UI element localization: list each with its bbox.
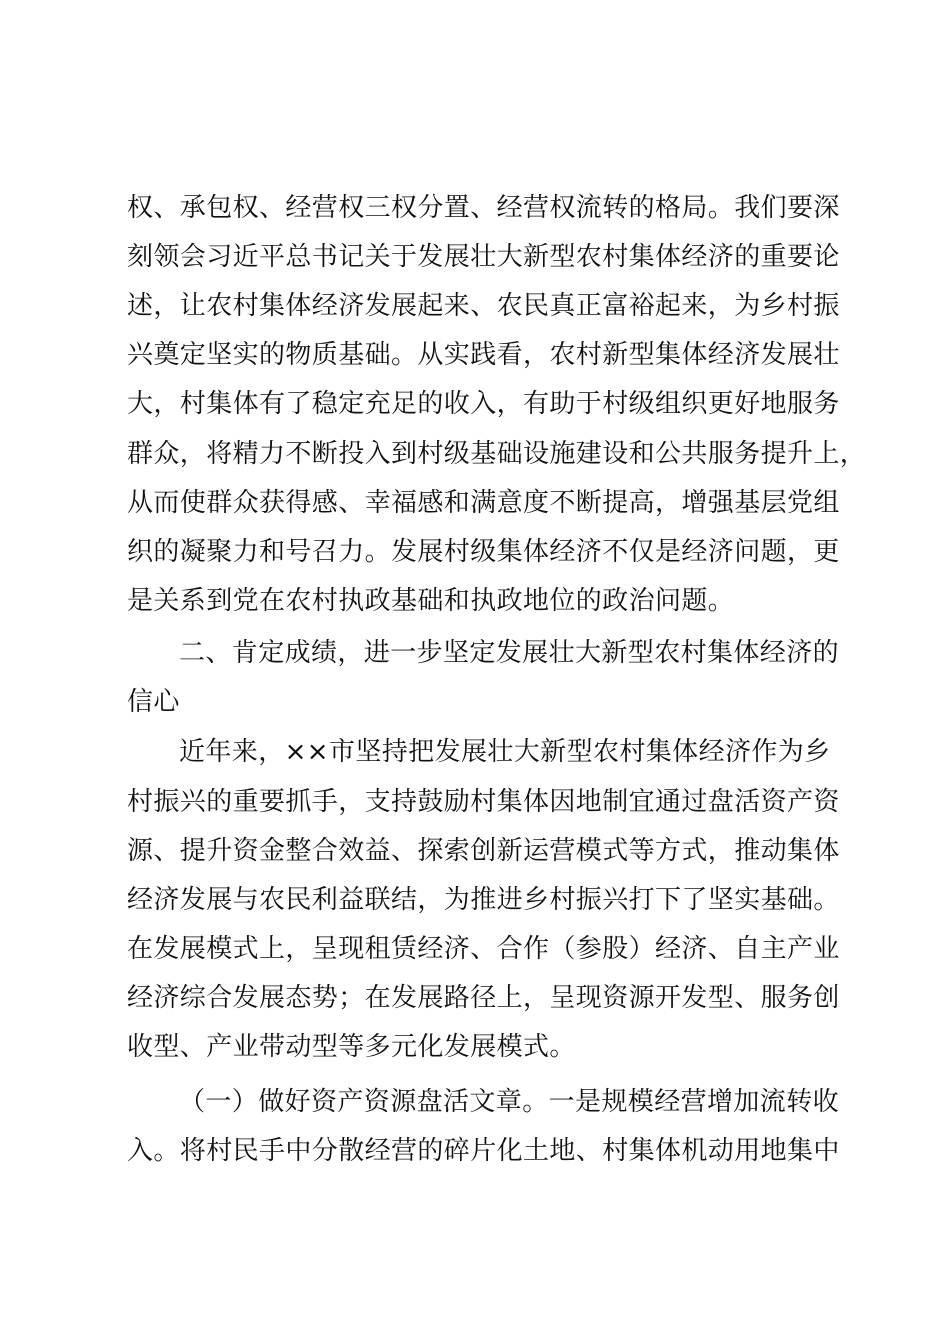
text-line: 村振兴的重要抓手，支持鼓励村集体因地制宜通过盘活资产资 xyxy=(127,787,840,817)
subsection-line: （一）做好资产资源盘活文章。一是规模经营增加流转收 xyxy=(179,1087,840,1117)
text-line: 权、承包权、经营权三权分置、经营权流转的格局。我们要深 xyxy=(127,193,840,223)
section-heading-continued: 信心 xyxy=(127,687,180,717)
text-line: 经济发展与农民利益联结，为推进乡村振兴打下了坚实基础。 xyxy=(127,885,840,915)
text-line: 从而使群众获得感、幸福感和满意度不断提高，增强基层党组 xyxy=(127,488,840,518)
text-line: 大，村集体有了稳定充足的收入，有助于村级组织更好地服务 xyxy=(127,389,840,419)
text-line: 是关系到党在农村执政基础和执政地位的政治问题。 xyxy=(127,586,735,616)
text-line: 刻领会习近平总书记关于发展壮大新型农村集体经济的重要论 xyxy=(127,242,840,272)
text-line: 述，让农村集体经济发展起来、农民真正富裕起来，为乡村振 xyxy=(127,291,840,321)
text-line: 源、提升资金整合效益、探索创新运营模式等方式，推动集体 xyxy=(127,836,840,866)
text-line: 织的凝聚力和号召力。发展村级集体经济不仅是经济问题，更 xyxy=(127,537,840,567)
text-line: 兴奠定坚实的物质基础。从实践看，农村新型集体经济发展壮 xyxy=(127,340,840,370)
text-line: 群众，将精力不断投入到村级基础设施建设和公共服务提升上， xyxy=(127,439,867,469)
text-line: 近年来，××市坚持把发展壮大新型农村集体经济作为乡 xyxy=(179,737,831,767)
text-line: 入。将村民手中分散经营的碎片化土地、村集体机动用地集中 xyxy=(127,1136,840,1166)
section-heading: 二、肯定成绩，进一步坚定发展壮大新型农村集体经济的 xyxy=(179,638,840,668)
text-line: 收型、产业带动型等多元化发展模式。 xyxy=(127,1032,576,1062)
text-line: 在发展模式上，呈现租赁经济、合作（参股）经济、自主产业 xyxy=(127,934,840,964)
text-line: 经济综合发展态势；在发展路径上，呈现资源开发型、服务创 xyxy=(127,983,840,1013)
